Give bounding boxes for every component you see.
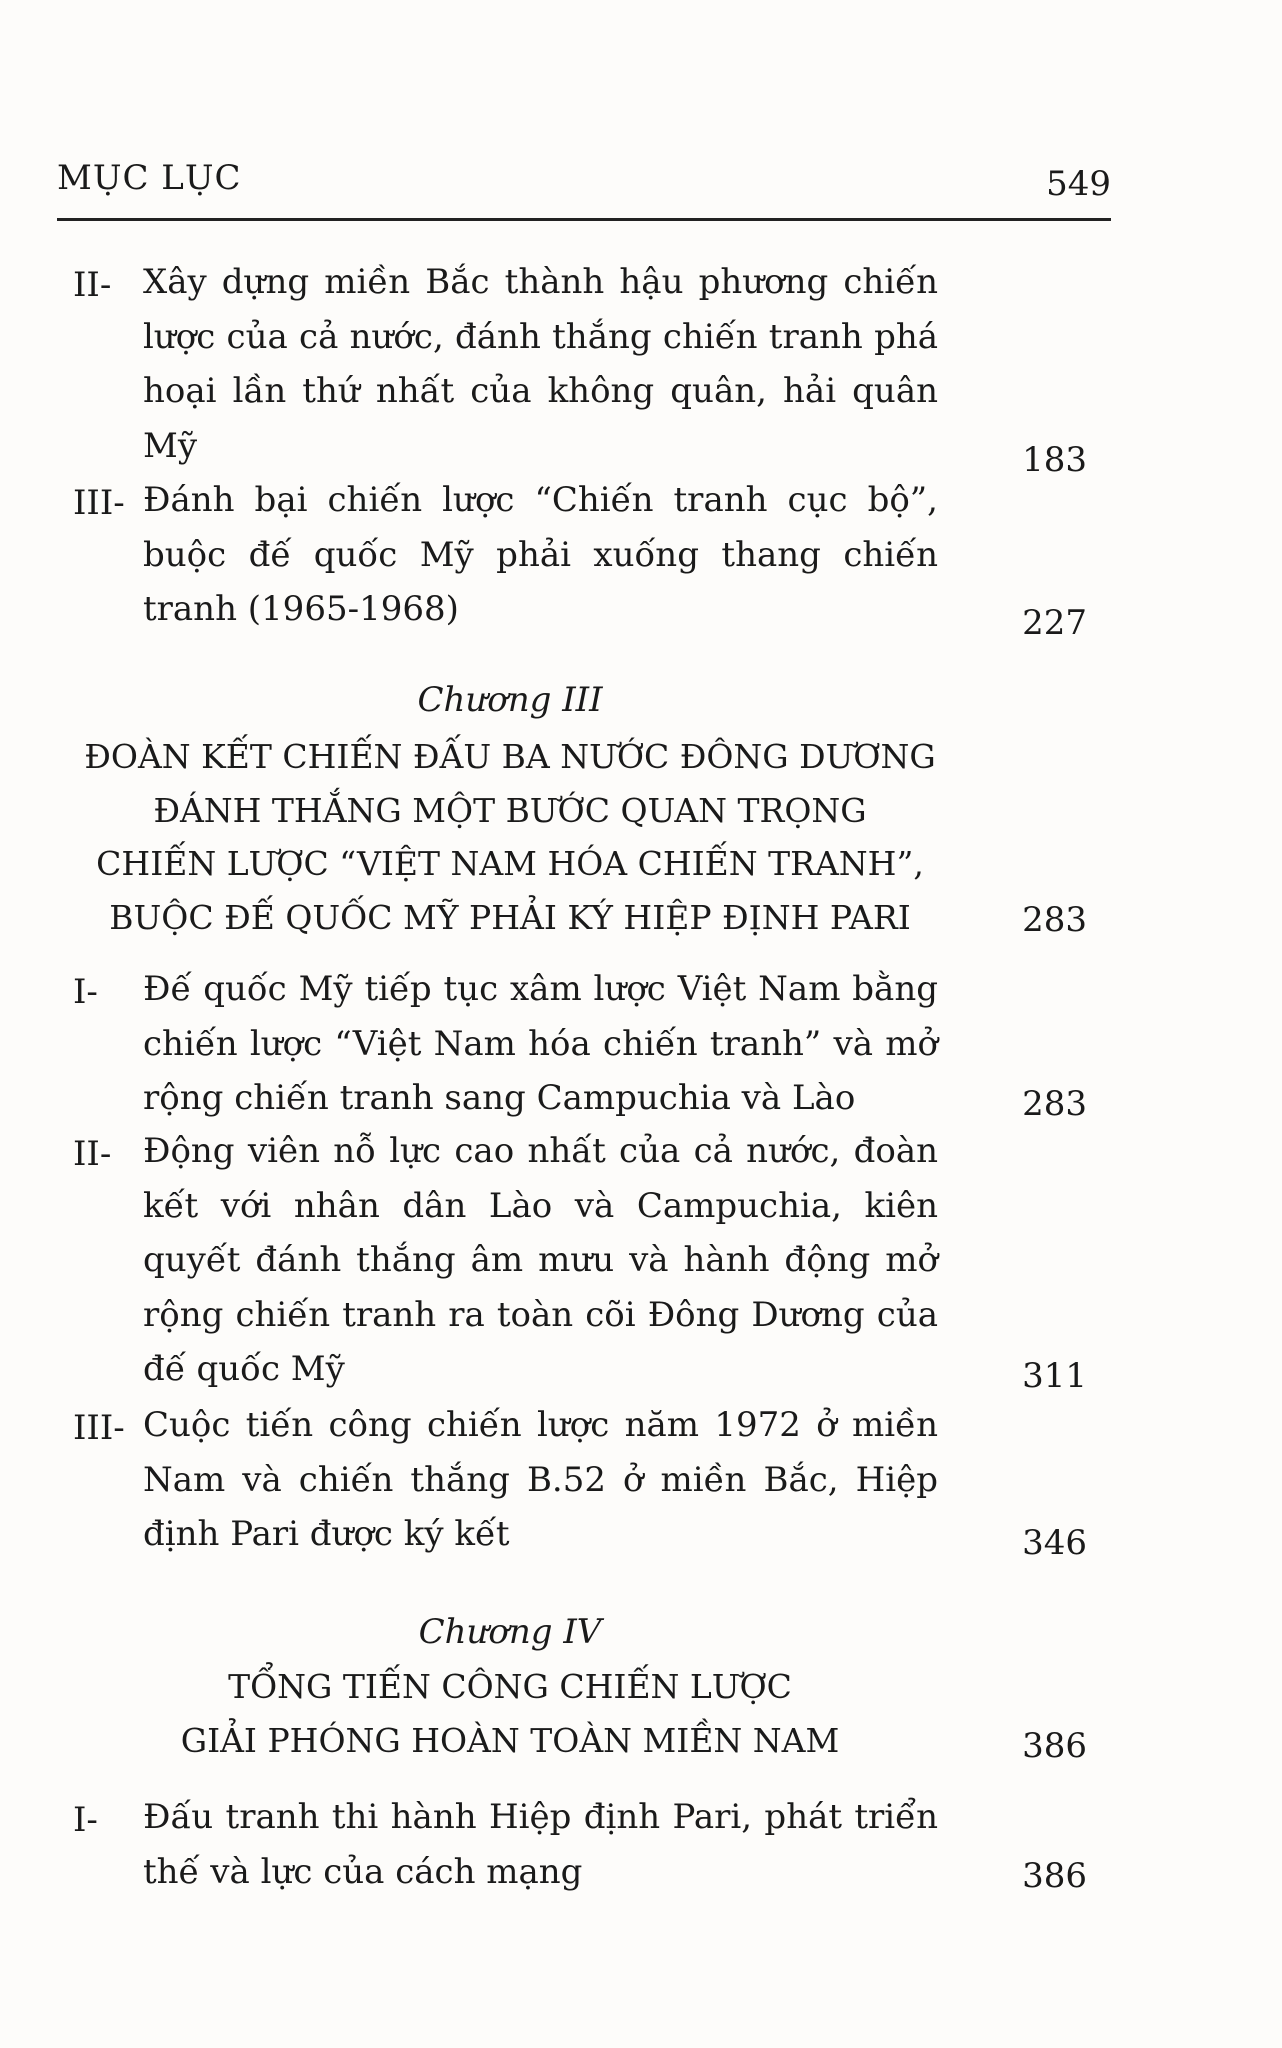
entry-text: Xây dựng miền Bắc thành hậu phương chiến lược của cả nước, đánh thắng chiến tranh phá hoại lần thứ nhất của không quân, hải quân Mỹ [143, 262, 938, 466]
chapter-title-line: ĐOÀN KẾT CHIẾN ĐẤU BA NƯỚC ĐÔNG DƯƠNG [84, 737, 936, 776]
entry-number: I- [73, 1800, 98, 1840]
chapter-title-line: BUỘC ĐẾ QUỐC MỸ PHẢI KÝ HIỆP ĐỊNH PARI [109, 897, 911, 937]
header-page-number: 549 [1046, 164, 1111, 204]
chapter-title-line: CHIẾN LƯỢC “VIỆT NAM HÓA CHIẾN TRANH”, [96, 844, 924, 883]
entry-text: Cuộc tiến công chiến lược năm 1972 ở miền Nam và chiến thắng B.52 ở miền Bắc, Hiệp định Pari được ký kết [143, 1405, 938, 1554]
chapter-title-line: GIẢI PHÓNG HOÀN TOÀN MIỀN NAM [180, 1720, 840, 1760]
header-title: MỤC LỤC [57, 158, 242, 198]
chapter-title-line: TỔNG TIẾN CÔNG CHIẾN LƯỢC [228, 1667, 792, 1706]
entry-number: II- [73, 1134, 112, 1174]
entry-number: III- [73, 1408, 125, 1448]
entry-text: Đánh bại chiến lược “Chiến tranh cục bộ”, buộc đế quốc Mỹ phải xuống thang chiến tranh (1965-1968) [143, 480, 938, 629]
entry-text: Động viên nỗ lực cao nhất của cả nước, đoàn kết với nhân dân Lào và Campuchia, kiên quyết đánh thắng âm mưu và hành động mở rộng chiến tranh ra toàn cõi Đông Dương của đế quốc Mỹ [143, 1131, 938, 1389]
chapter-page: 283 [1022, 900, 1087, 940]
entry-number: III- [73, 483, 125, 523]
entry-text: Đế quốc Mỹ tiếp tục xâm lược Việt Nam bằng chiến lược “Việt Nam hóa chiến tranh” và mở rộng chiến tranh sang Campuchia và Lào [143, 969, 938, 1118]
entry-page: 183 [1022, 440, 1087, 480]
entry-number: I- [73, 972, 98, 1012]
chapter-title [60, 1660, 960, 1767]
chapter-label: Chương IV [418, 1612, 602, 1652]
running-header [57, 148, 1111, 221]
entry-page: 283 [1022, 1084, 1087, 1124]
chapter-title-line: ĐÁNH THẮNG MỘT BƯỚC QUAN TRỌNG [153, 790, 867, 830]
entry-page: 311 [1022, 1356, 1087, 1396]
chapter-title [60, 730, 960, 944]
entry-page: 346 [1022, 1523, 1087, 1563]
entry-page: 386 [1022, 1856, 1087, 1896]
chapter-page: 386 [1022, 1726, 1087, 1766]
entry-number: II- [73, 265, 112, 305]
entry-page: 227 [1022, 603, 1087, 643]
entry-text: Đấu tranh thi hành Hiệp định Pari, phát triển thế và lực của cách mạng [143, 1797, 938, 1892]
chapter-label: Chương III [417, 680, 603, 720]
